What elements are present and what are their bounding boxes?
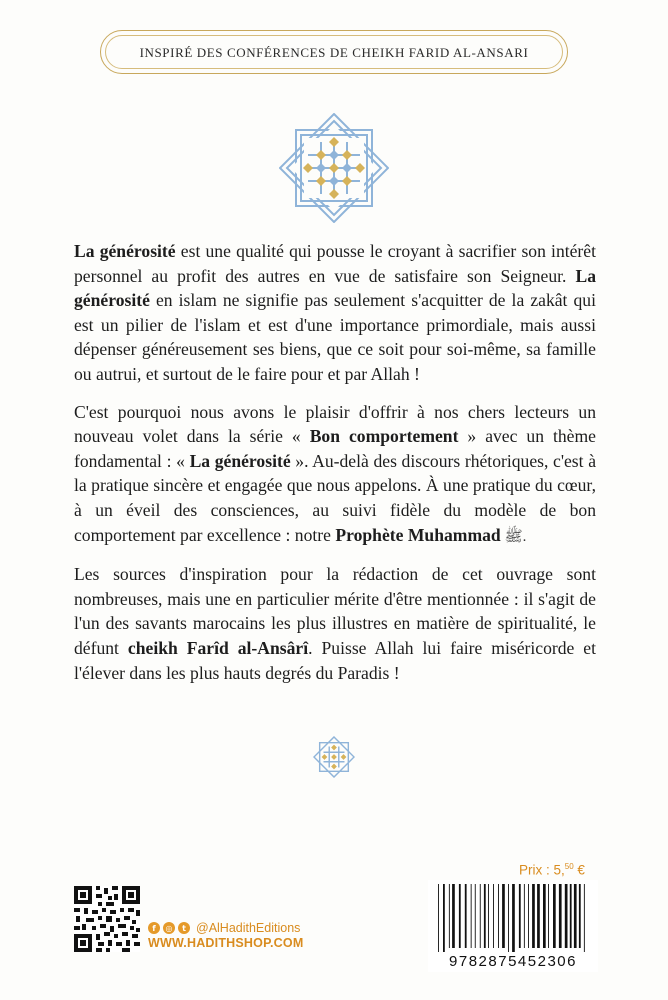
- emphasis: La générosité: [74, 241, 176, 261]
- barcode-bar: [465, 884, 467, 948]
- website-link[interactable]: WWW.HADITHSHOP.COM: [148, 936, 304, 950]
- instagram-icon[interactable]: ◎: [163, 922, 175, 934]
- barcode-bar: [532, 884, 535, 948]
- barcode-bar: [565, 884, 568, 948]
- text-run: » avec un thème fondamental : «: [74, 426, 596, 471]
- text-run: en islam ne signifie pas seulement s'acquitter de la zakât qui est un pilier de l'islam et est d'une importance primordiale, mais aussi dépenser généreusement ses biens, que ce soit pour soi-même, sa famille ou autrui, et surtout de le faire pour et par Allah !: [74, 290, 596, 384]
- paragraph-2: [74, 400, 596, 550]
- barcode-bar: [449, 884, 450, 948]
- barcode-bar: [459, 884, 461, 948]
- emphasis: Prophète Muhammad: [335, 524, 501, 545]
- price-label: [519, 862, 585, 878]
- barcode-bar: [502, 884, 505, 948]
- barcode-bar: [570, 884, 572, 948]
- paragraph-3: [74, 562, 596, 685]
- price-currency: €: [573, 862, 585, 878]
- barcode-bar: [584, 884, 585, 952]
- barcode-bar: [475, 884, 476, 948]
- text-run: ». Au-delà des discours rhétoriques, c'est à la pratique sincère et engagée que nous appelons. À une pratique du cœur, à un éveil des consciences, au suivi fidèle du modèle de bon comportement par excellence : notre: [74, 450, 596, 545]
- barcode-bar: [452, 884, 455, 948]
- barcode-bar: [493, 884, 494, 948]
- social-handle[interactable]: @AlHadithEditions: [196, 921, 301, 935]
- barcode-bar: [528, 884, 529, 948]
- barcode-bar: [484, 884, 486, 948]
- star-ornament-icon: [279, 113, 389, 223]
- title-banner: [100, 30, 568, 74]
- emphasis: Bon comportement: [309, 426, 459, 447]
- barcode-bar: [471, 884, 472, 948]
- paragraph-1: [74, 239, 596, 387]
- price-main: Prix : 5,: [519, 862, 565, 878]
- isbn-barcode: [428, 880, 598, 972]
- barcode-bar: [548, 884, 549, 948]
- text-run: . Puisse Allah lui faire miséricorde et l'élever dans les plus hauts degrés du Paradis !: [74, 637, 596, 683]
- barcode-bar: [537, 884, 540, 948]
- barcode-bar: [524, 884, 525, 948]
- twitter-icon[interactable]: t: [178, 922, 190, 934]
- barcode-bar: [579, 884, 581, 948]
- barcode-bar: [553, 884, 556, 948]
- barcode-bars: [436, 884, 590, 952]
- text-run: Les sources d'inspiration pour la rédaction de cet ouvrage sont nombreuses, mais une en particulier mérite d'être mentionnée : il s'agit de l'un des savants marocains les plus illustres en matière de spiritualité, le défunt: [74, 564, 596, 658]
- back-cover-text: [74, 239, 596, 698]
- emphasis: La générosité: [189, 450, 291, 471]
- social-row: [148, 921, 300, 935]
- qr-code-icon: [74, 886, 140, 952]
- price-cents: 50: [564, 862, 574, 871]
- honorific-glyph: ﷺ.: [500, 528, 527, 545]
- barcode-bar: [508, 884, 509, 952]
- barcode-bar: [512, 884, 515, 952]
- facebook-icon[interactable]: f: [148, 922, 160, 934]
- text-run: C'est pourquoi nous avons le plaisir d'offrir à nos chers lecteurs un nouveau volet dans la série «: [74, 401, 596, 447]
- text-run: est une qualité qui pousse le croyant à sacrifier son intérêt personnel au profit des autres en vue de satisfaire son Seigneur.: [74, 241, 596, 286]
- barcode-bar: [559, 884, 562, 948]
- barcode-bar: [543, 884, 546, 948]
- small-star-ornament-icon: [313, 736, 355, 778]
- barcode-bar: [443, 884, 445, 952]
- barcode-bar: [519, 884, 521, 948]
- emphasis: La générosité: [74, 265, 596, 311]
- barcode-number: 9782875452306: [449, 953, 577, 970]
- barcode-bar: [438, 884, 439, 952]
- barcode-bar: [574, 884, 577, 948]
- banner-text: INSPIRÉ DES CONFÉRENCES DE CHEIKH FARID AL-ANSARI: [139, 45, 529, 60]
- barcode-bar: [498, 884, 499, 948]
- emphasis: cheikh Farîd al-Ansârî: [127, 637, 309, 658]
- barcode-bar: [480, 884, 481, 948]
- barcode-bar: [488, 884, 489, 948]
